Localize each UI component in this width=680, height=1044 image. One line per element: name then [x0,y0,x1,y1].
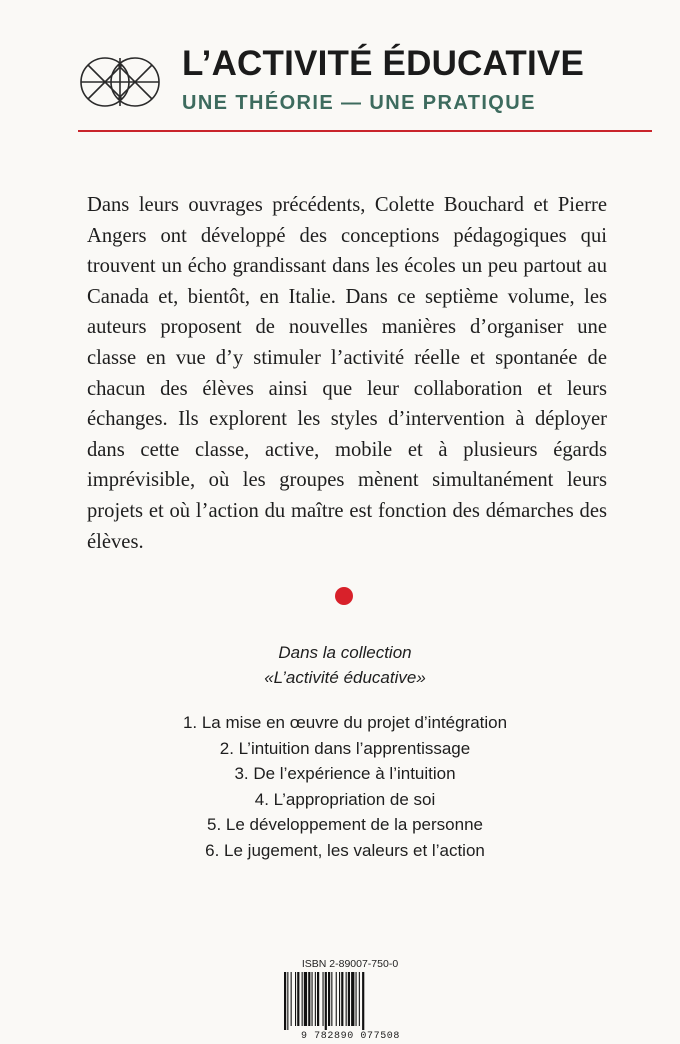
circles-logo-icon [78,46,162,118]
barcode-bar [331,972,332,1026]
barcode-bar [339,972,340,1026]
barcode-bar [291,972,292,1026]
barcode-bar [346,972,347,1026]
collection-item: 1. La mise en œuvre du projet d’intégration [182,713,508,732]
collection-item: 2. L’intuition dans l’apprentissage [219,738,471,758]
book-series-title: L’ACTIVITÉ ÉDUCATIVE [182,44,584,83]
barcode-digits: 9 782890 077508 [300,1031,400,1042]
collection-item: 6. Le jugement, les valeurs et l’action [205,840,485,860]
header-divider [78,130,652,132]
barcode-bar [336,972,337,1026]
divider-dot [335,587,353,605]
barcode-bar [304,972,307,1026]
back-cover-description: Dans leurs ouvrages précédents, Colette Bouchard et Pierre Angers ont développé des conceptions pédagogiques qui trouvent un écho grandissant dans les écoles un peu partout au Canada et, bientôt, en Italie. Dans ce septième volume, les auteurs proposent de nouvelles manières d’organiser une classe en vue d’y stimuler l’activité réelle et spontanée de chacun des élèves ainsi que leur collaboration et leurs échanges. Ils explorent les styles d’intervention à déployer dans cette classe, active, mobile et à plusieurs égards imprévisible, où les groupes mènent simultanément leurs projets et où l’action du maître est fonction des démarches des élèves. [87,194,607,553]
barcode-bar [341,972,343,1026]
barcode-bar [297,972,299,1026]
barcode-bar [308,972,310,1026]
isbn-label: ISBN 2-89007-750-0 [301,958,399,970]
collection-list [0,710,680,864]
barcode-bar [315,972,316,1026]
barcode-bar [348,972,350,1026]
barcode-bar [359,972,360,1026]
barcode-bar [362,972,364,1030]
collection-heading-line1: Dans la collection [278,643,412,662]
collection-heading [0,640,680,690]
collection-item: 5. Le développement de la personne [207,815,483,835]
book-series-subtitle: UNE THÉORIE — UNE PRATIQUE [182,92,536,114]
barcode-bar [356,972,357,1026]
barcode-bar [295,972,296,1026]
barcode-bar [284,972,286,1030]
barcode-bar [351,972,354,1026]
barcode-icon [283,972,418,1030]
barcode-bar [325,972,327,1030]
barcode-bar [323,972,324,1026]
barcode-bar [317,972,319,1026]
barcode-bar [312,972,313,1026]
collection-item: 4. L’appropriation de soi [254,789,436,809]
collection-heading-line2: «L’activité éducative» [264,668,426,687]
collection-item: 3. De l’expérience à l’intuition [234,764,456,784]
barcode-bar [287,972,288,1030]
barcode-bar [302,972,303,1026]
barcode-bar [328,972,330,1026]
